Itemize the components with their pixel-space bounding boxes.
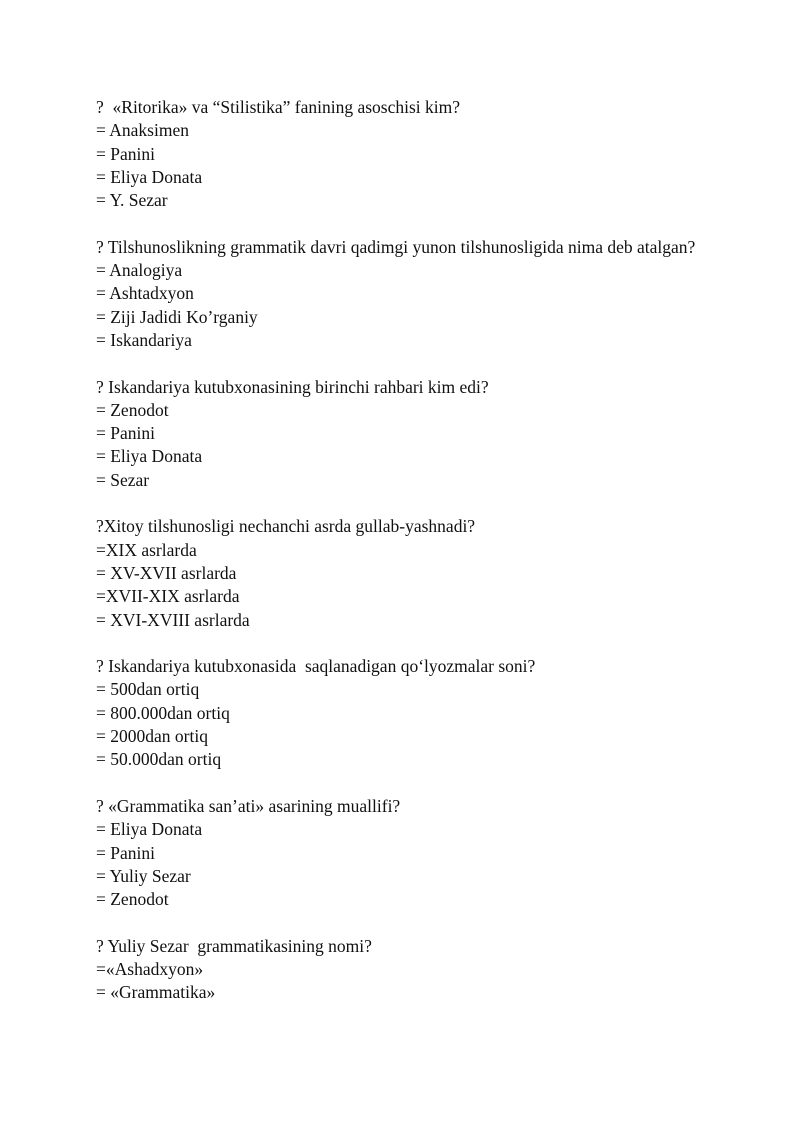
answer-option: = Ashtadxyon	[96, 283, 194, 304]
question-text: ? Yuliy Sezar grammatikasining nomi?	[96, 935, 372, 956]
answer-option: = Sezar	[96, 469, 150, 490]
answer-option: = 2000dan ortiq	[96, 726, 208, 747]
question-block-5	[96, 655, 716, 771]
answer-option: = «Grammatika»	[96, 982, 216, 1003]
answer-option: = Panini	[96, 842, 155, 863]
answer-option: = Eliya Donata	[96, 166, 203, 187]
answer-option: = Analogiya	[96, 260, 183, 281]
answer-option: = Iskandariya	[96, 329, 192, 350]
question-text: ? Tilshunoslikning grammatik davri qadimgi yunon tilshunosligida nima deb atalgan?	[96, 236, 696, 257]
question-block-4	[96, 515, 716, 631]
answer-option: = Eliya Donata	[96, 446, 203, 467]
answer-option: = XV-XVII asrlarda	[96, 562, 237, 583]
question-block-2	[96, 236, 716, 352]
question-text: ? «Grammatika san’ati» asarining muallifi?	[96, 795, 401, 816]
answer-option: =XVII-XIX asrlarda	[96, 586, 240, 607]
answer-option: = 800.000dan ortiq	[96, 702, 230, 723]
answer-option: =XIX asrlarda	[96, 539, 197, 560]
document-content	[96, 96, 716, 1028]
answer-option: = Panini	[96, 143, 155, 164]
question-block-7	[96, 935, 716, 1005]
question-block-3	[96, 376, 716, 492]
answer-option: = 500dan ortiq	[96, 679, 200, 700]
answer-option: = Anaksimen	[96, 120, 189, 141]
answer-option: =«Ashadxyon»	[96, 958, 204, 979]
answer-option: = XVI-XVIII asrlarda	[96, 609, 250, 630]
question-text: ? Iskandariya kutubxonasida saqlanadigan qo‘lyozmalar soni?	[96, 656, 536, 677]
answer-option: = Ziji Jadidi Ko’rganiy	[96, 306, 258, 327]
question-text: ? Iskandariya kutubxonasining birinchi rahbari kim edi?	[96, 376, 489, 397]
question-block-6	[96, 795, 716, 911]
answer-option: = Y. Sezar	[96, 190, 168, 211]
answer-option: = Zenodot	[96, 889, 169, 910]
question-text: ?Xitoy tilshunosligi nechanchi asrda gullab-yashnadi?	[96, 516, 476, 537]
question-block-1	[96, 96, 716, 212]
answer-option: = Yuliy Sezar	[96, 865, 191, 886]
answer-option: = Zenodot	[96, 399, 169, 420]
answer-option: = Eliya Donata	[96, 819, 203, 840]
answer-option: = Panini	[96, 423, 155, 444]
answer-option: = 50.000dan ortiq	[96, 749, 222, 770]
question-text: ? «Ritorika» va “Stilistika” fanining asoschisi kim?	[96, 97, 461, 117]
